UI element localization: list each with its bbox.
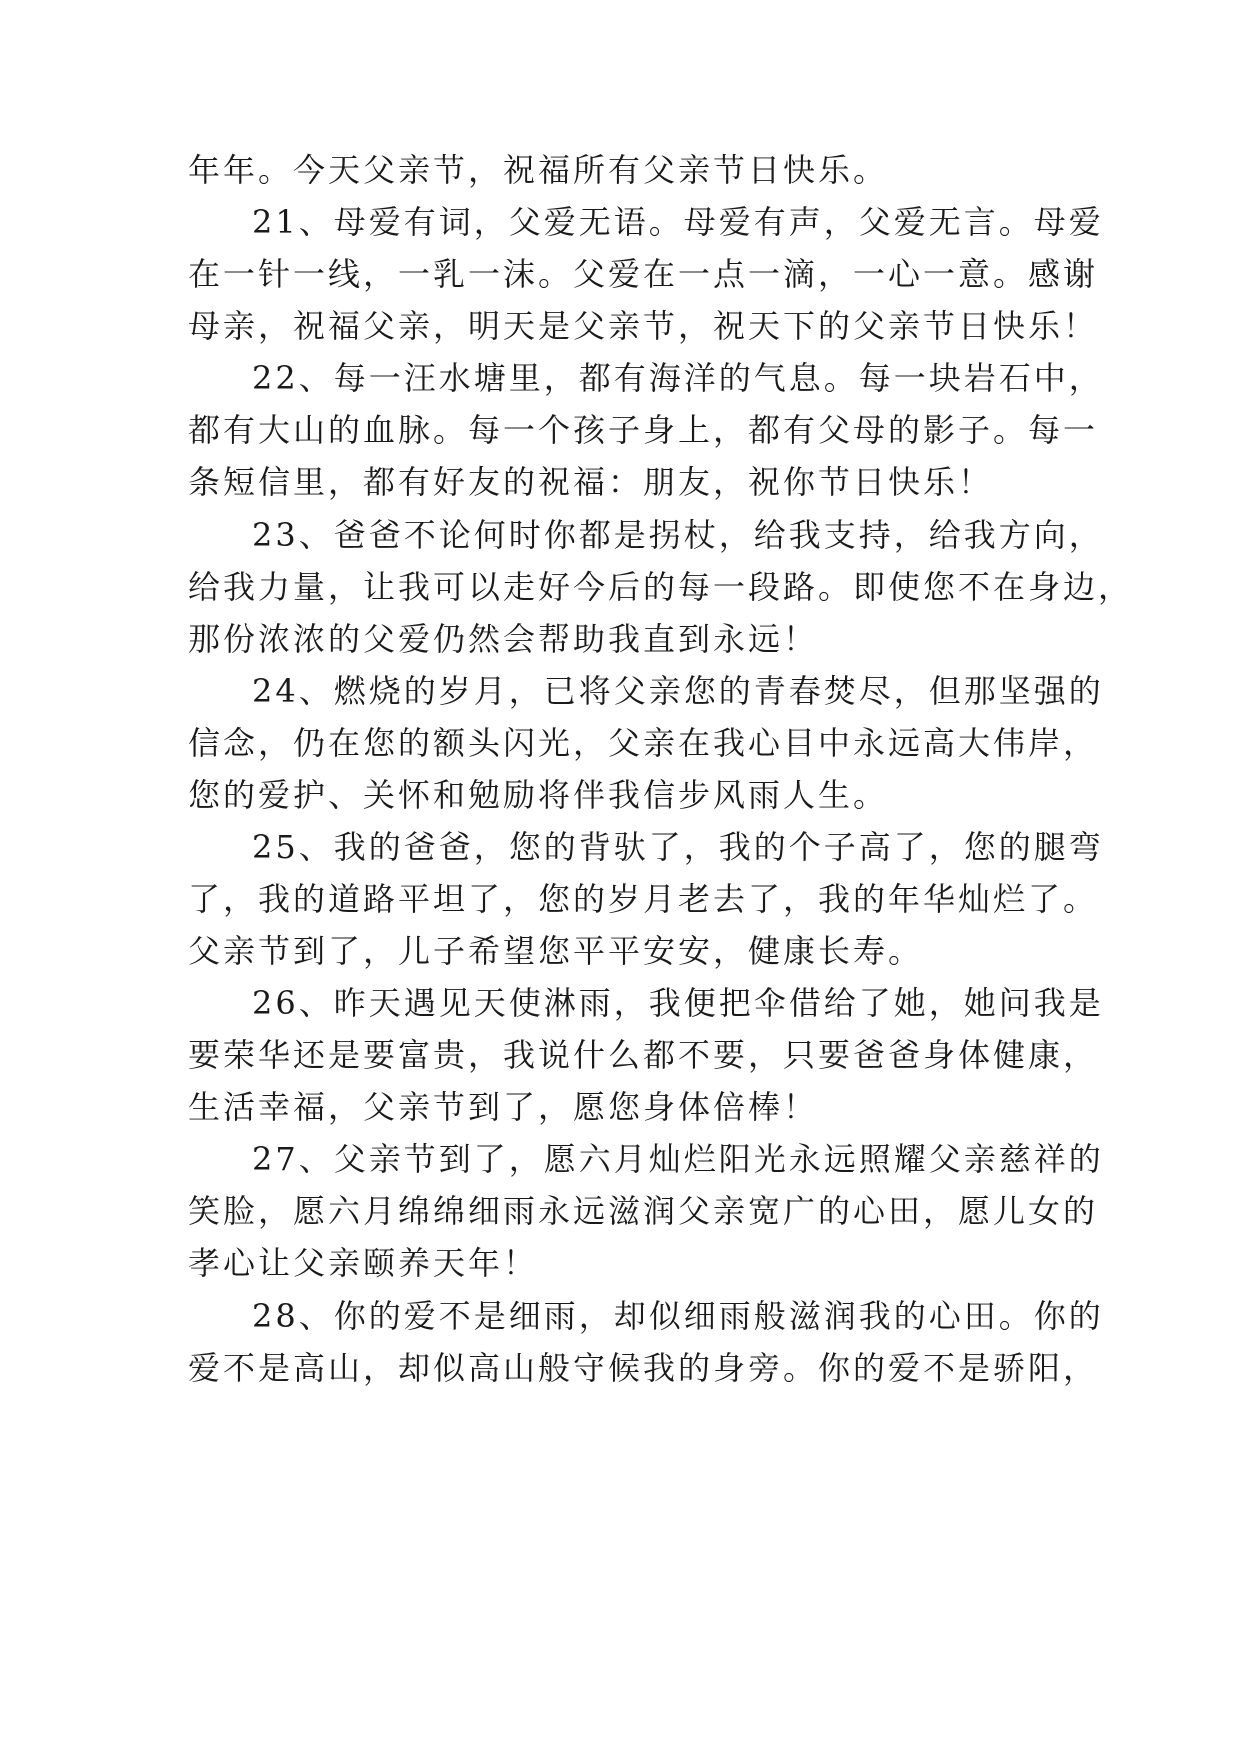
paragraph-24-line-3: 您的爱护、关怀和勉励将伴我信步风雨人生。	[188, 776, 889, 814]
paragraph-21-line-1: 21、母爱有词，父爱无语。母爱有声，父爱无言。母爱	[252, 203, 1104, 241]
paragraph-25-line-1: 25、我的爸爸，您的背驮了，我的个子高了，您的腿弯	[252, 828, 1104, 866]
paragraph-23-line-1: 23、爸爸不论何时你都是拐杖，给我支持，给我方向，	[252, 516, 1104, 554]
paragraph-24-line-2: 信念，仍在您的额头闪光，父亲在我心目中永远高大伟岸，	[188, 724, 1099, 762]
paragraph-21-line-3: 母亲，祝福父亲，明天是父亲节，祝天下的父亲节日快乐！	[188, 307, 1099, 345]
paragraph-26-line-2: 要荣华还是要富贵，我说什么都不要，只要爸爸身体健康，	[188, 1036, 1099, 1074]
paragraph-25-line-2: 了，我的道路平坦了，您的岁月老去了，我的年华灿烂了。	[188, 880, 1099, 918]
paragraph-21-line-2: 在一针一线，一乳一沫。父爱在一点一滴，一心一意。感谢	[188, 255, 1099, 293]
paragraph-27-line-1: 27、父亲节到了，愿六月灿烂阳光永远照耀父亲慈祥的	[252, 1140, 1104, 1178]
paragraph-22-line-2: 都有大山的血脉。每一个孩子身上，都有父母的影子。每一	[188, 411, 1099, 449]
paragraph-27-line-3: 孝心让父亲颐养天年！	[188, 1244, 539, 1282]
paragraph-22-line-1: 22、每一汪水塘里，都有海洋的气息。每一块岩石中，	[252, 359, 1104, 397]
paragraph-23-line-2: 给我力量，让我可以走好今后的每一段路。即使您不在身边，	[188, 568, 1134, 606]
paragraph-22-line-3: 条短信里，都有好友的祝福：朋友，祝你节日快乐！	[188, 463, 994, 501]
paragraph-26-line-3: 生活幸福，父亲节到了，愿您身体倍棒！	[188, 1088, 819, 1126]
paragraph-28-line-1: 28、你的爱不是细雨，却似细雨般滋润我的心田。你的	[252, 1297, 1104, 1335]
paragraph-24-line-1: 24、燃烧的岁月，已将父亲您的青春焚尽，但那坚强的	[252, 672, 1104, 710]
paragraph-28-line-2: 爱不是高山，却似高山般守候我的身旁。你的爱不是骄阳，	[188, 1349, 1099, 1387]
paragraph-26-line-1: 26、昨天遇见天使淋雨，我便把伞借给了她，她问我是	[252, 984, 1104, 1022]
paragraph-27-line-2: 笑脸，愿六月绵绵细雨永远滋润父亲宽广的心田，愿儿女的	[188, 1192, 1099, 1230]
text-line: 年年。今天父亲节，祝福所有父亲节日快乐。	[188, 151, 889, 189]
paragraph-25-line-3: 父亲节到了，儿子希望您平平安安，健康长寿。	[188, 932, 924, 970]
paragraph-23-line-3: 那份浓浓的父爱仍然会帮助我直到永远！	[188, 620, 819, 658]
